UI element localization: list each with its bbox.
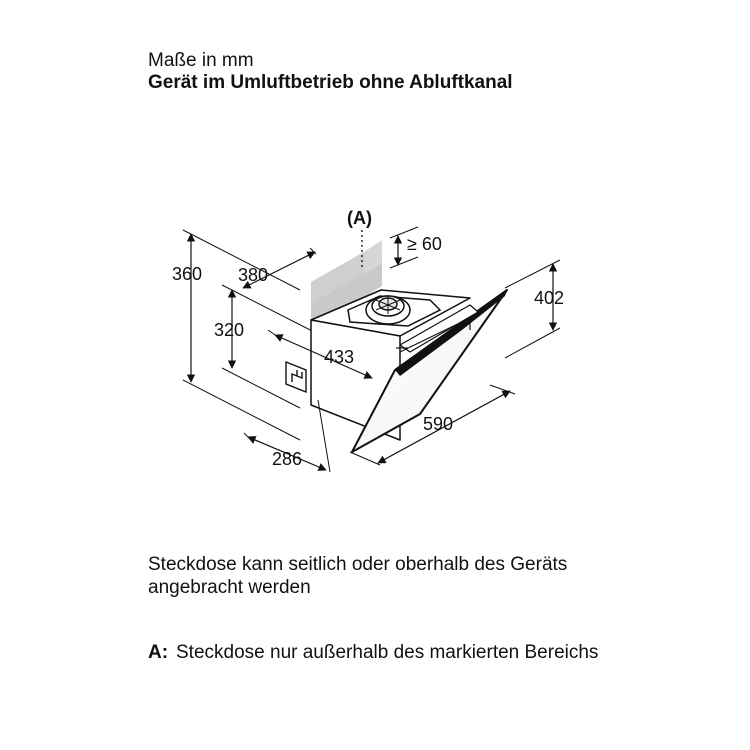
area-a-text: Steckdose nur außerhalb des markierten Bereichs bbox=[176, 642, 599, 663]
socket-note: Steckdose kann seitlich oder oberhalb des Geräts angebracht werden bbox=[148, 554, 568, 598]
depth-top-value: 380 bbox=[238, 265, 269, 285]
height-front-value: 402 bbox=[534, 288, 565, 308]
diagram-title: Gerät im Umluftbetrieb ohne Abluftkanal bbox=[148, 72, 513, 93]
area-a-key: A: bbox=[148, 642, 169, 663]
width-value: 590 bbox=[423, 414, 454, 434]
height-body-value: 320 bbox=[214, 320, 245, 340]
height-front-dimension bbox=[505, 260, 560, 358]
area-a-note bbox=[148, 641, 608, 664]
clearance-value: ≥ 60 bbox=[407, 234, 442, 254]
depth-bottom-value: 286 bbox=[272, 449, 303, 469]
socket-icon bbox=[286, 362, 306, 392]
height-total-value: 360 bbox=[172, 264, 203, 284]
units-label: Maße in mm bbox=[148, 50, 254, 71]
depth-433-value: 433 bbox=[324, 347, 355, 367]
area-label: (A) bbox=[347, 208, 372, 228]
